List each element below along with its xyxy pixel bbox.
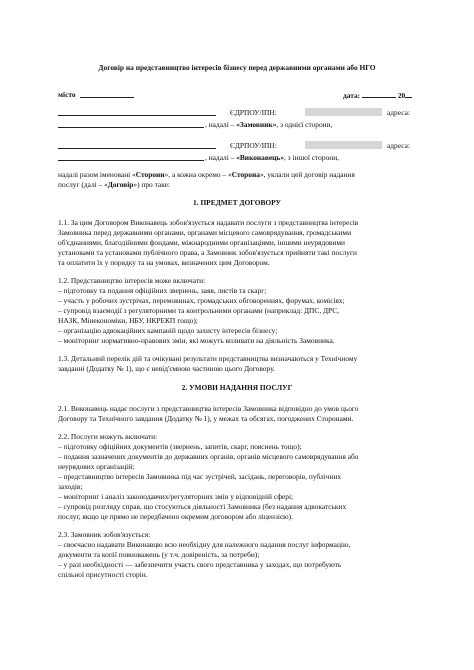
client-role-line <box>205 120 332 129</box>
date-field[interactable] <box>343 90 412 100</box>
city-field[interactable] <box>80 90 134 100</box>
provider-address-label: адреса: <box>387 141 410 150</box>
city-label: місто <box>58 90 76 99</box>
preamble-line-1: надалі разом іменовані «Сторони», а кожна окремо – «Сторона», уклали цей договір надання <box>58 170 355 179</box>
provider-role-line <box>205 153 339 162</box>
document-title: Договір на представництво інтересів бізнесу перед державними органами або НГО <box>98 63 376 72</box>
client-address-field[interactable] <box>58 120 204 130</box>
client-role: «Замовник» <box>236 120 277 129</box>
client-address-label: адреса: <box>387 108 410 117</box>
year-prefix: 20 <box>397 91 406 100</box>
preamble-line-2: послуг (далі – «Договір») про таке: <box>58 180 170 189</box>
client-edrpou-field[interactable] <box>305 108 382 117</box>
client-edrpou-label: ЄДРПОУ/ІПН: <box>230 108 277 117</box>
client-role-suffix: , з однієї сторони, <box>276 120 333 129</box>
provider-edrpou-label: ЄДРПОУ/ІПН: <box>230 141 277 150</box>
client-name-field[interactable] <box>58 108 216 118</box>
provider-edrpou-field[interactable] <box>305 141 382 150</box>
provider-role: «Виконавець» <box>236 153 285 162</box>
provider-role-suffix: , з іншої сторони, <box>284 153 340 162</box>
section-1-heading: 1. ПРЕДМЕТ ДОГОВОРУ <box>193 198 281 207</box>
section-2-heading: 2. УМОВИ НАДАННЯ ПОСЛУГ <box>181 383 293 392</box>
provider-role-prefix: , надалі – <box>205 153 235 162</box>
provider-name-field[interactable] <box>58 141 216 151</box>
client-role-prefix: , надалі – <box>205 120 235 129</box>
date-label: дата: <box>343 91 361 100</box>
provider-address-field[interactable] <box>58 153 204 163</box>
